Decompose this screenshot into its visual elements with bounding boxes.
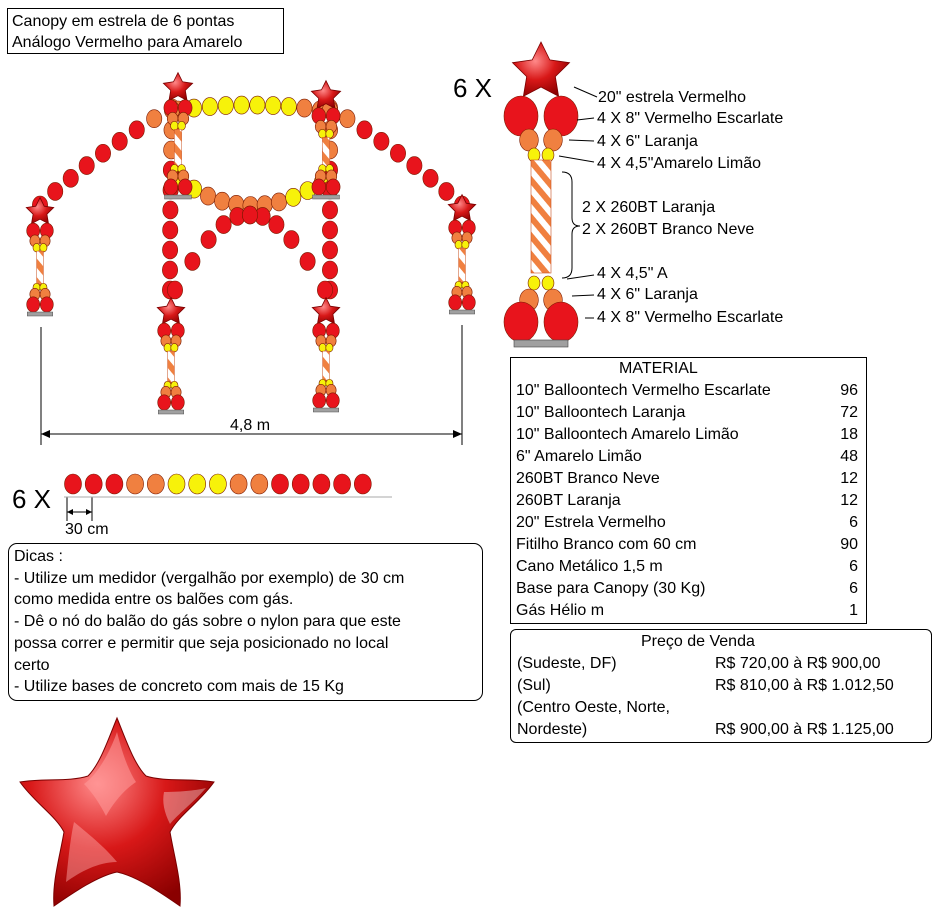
balloon [164,179,178,195]
price-range: R$ 720,00 à R$ 900,00 [715,655,881,672]
strand-balloon [200,187,215,205]
tip-line: - Dê o nó do balão do gás sobre o nylon para que este [14,613,401,631]
base [313,195,340,199]
strand-row-balloon [85,474,102,494]
column-multiplier: 6 X [453,73,493,103]
balloon [319,343,326,352]
strand-balloon [167,281,182,299]
spacing-label: 30 cm [65,521,109,538]
tips-title: Dicas : [14,548,63,565]
material-name: 10" Balloontech Amarelo Limão [516,426,739,443]
strand-balloon [234,96,249,114]
balloon [544,129,563,151]
price-title: Preço de Venda [641,633,755,650]
tip-line: - Utilize bases de concreto com mais de 15 Kg [14,678,344,696]
strand-row-balloon [209,474,226,494]
strand-balloon [439,182,454,200]
label-6in-bottom: 4 X 6" Laranja [597,286,698,303]
strand-balloon [185,252,200,270]
material-row [516,404,858,426]
base [514,340,568,347]
strand-balloon [269,216,284,234]
balloon [313,393,326,408]
strand-balloon [218,97,233,115]
strand-row-balloon [189,474,206,494]
price-region: Nordeste) [517,721,588,738]
strand-row-balloon [65,474,82,494]
strand-balloon [163,201,178,219]
tip-line: - Utilize um medidor (vergalhão por exemplo) de 30 cm [14,569,405,587]
material-name: 6" Amarelo Limão [516,448,642,465]
strand-row-balloon [106,474,123,494]
striped-pole [459,248,466,285]
balloon [40,297,53,312]
material-name: 10" Balloontech Laranja [516,404,686,421]
strand-row-balloon [334,474,351,494]
star-balloon-icon [14,712,220,912]
strand-balloon [112,132,127,150]
material-qty: 48 [840,448,858,465]
striped-pole [322,137,329,169]
balloon [462,240,469,249]
star-balloon [157,298,184,324]
label-260bt-orange: 2 X 260BT Laranja [582,199,716,216]
material-row [516,514,858,536]
label-4-5in-top: 4 X 4,5"Amarelo Limão [597,155,761,172]
material-name: Gás Hélio m [516,602,605,619]
balloon [326,343,333,352]
balloon [40,243,47,252]
strand-balloon [322,201,337,219]
strand-row-balloon [127,474,144,494]
strand-balloon [300,252,315,270]
label-260bt-white: 2 X 260BT Branco Neve [582,221,755,238]
material-qty: 96 [840,382,858,399]
material-qty: 6 [849,514,858,531]
price-box [510,629,932,743]
balloon [312,179,326,195]
strand-balloon [322,221,337,239]
star-balloon [163,73,192,101]
label-8in-top: 4 X 8" Vermelho Escarlate [597,110,784,127]
strand-balloon [340,110,355,128]
strand-balloon [423,169,438,187]
balloon [542,276,554,290]
balloon [528,276,540,290]
strand-balloon [281,98,296,116]
spacing-marker [64,497,392,521]
material-row [516,382,858,404]
balloon [326,179,340,195]
balloon [178,121,186,130]
strand-balloon [265,97,280,115]
balloon [171,121,179,130]
strand-balloon [286,188,301,206]
strand-row-balloon [354,474,371,494]
strand-row-balloon [251,474,268,494]
tips-box [8,543,483,701]
material-qty: 72 [840,404,858,421]
material-name: Base para Canopy (30 Kg) [516,580,706,597]
tip-line: certo [14,656,50,674]
strand-balloon [162,261,177,279]
strand-row-balloon [313,474,330,494]
strand-multiplier: 6 X [12,484,52,514]
title-line-2: Análogo Vermelho para Amarelo [12,34,243,51]
balloon [544,302,578,342]
base [158,410,184,414]
tip-line: como medida entre os balões com gás. [14,591,294,609]
striped-pole [323,351,330,383]
price-range: R$ 900,00 à R$ 1.125,00 [715,721,894,738]
canopy-balloons [26,42,578,494]
base [165,195,192,199]
material-row [516,558,858,580]
strand-balloon [95,144,110,162]
material-qty: 90 [840,536,858,553]
base [313,408,339,412]
strand-balloon [271,193,286,211]
material-qty: 6 [849,580,858,597]
balloon [326,393,339,408]
strand-balloon [322,261,337,279]
material-name: 20" Estrela Vermelho [516,514,666,531]
strand-row-balloon [230,474,247,494]
striped-pole [531,160,551,273]
strand-balloon [297,99,312,117]
width-label: 4,8 m [230,417,271,434]
strand-balloon [374,132,389,150]
strand-row-balloon [147,474,164,494]
strand-row-balloon [168,474,185,494]
material-qty: 1 [849,602,858,619]
strand-balloon [390,144,405,162]
material-row [516,448,858,470]
strand-balloon [216,216,231,234]
balloon [504,302,538,342]
material-qty: 18 [840,426,858,443]
price-range: R$ 810,00 à R$ 1.012,50 [715,677,894,694]
balloon [319,129,327,138]
material-row [516,426,858,448]
title-line-1: Canopy em estrela de 6 pontas [12,13,235,30]
balloon [27,297,40,312]
strand-balloon [357,121,372,139]
material-name: 260BT Laranja [516,492,621,509]
base [449,310,475,314]
material-name: 10" Balloontech Vermelho Escarlate [516,382,771,399]
strand-balloon [322,241,337,259]
star-balloon [26,198,53,224]
strand-balloon [242,206,257,224]
material-row [516,602,858,624]
balloon [455,240,462,249]
tip-line: possa correr e permitir que seja posicionado no local [14,634,389,652]
balloon [520,129,539,151]
label-8in-bottom: 4 X 8" Vermelho Escarlate [597,309,784,326]
material-qty: 12 [840,492,858,509]
material-qty: 12 [840,470,858,487]
material-name: 260BT Branco Neve [516,470,660,487]
strand-balloon [163,221,178,239]
balloon [462,295,475,310]
price-region: (Sudeste, DF) [517,655,617,672]
strand-balloon [202,98,217,116]
balloon [171,395,184,410]
strand-balloon [407,157,422,175]
strand-balloon [162,241,177,259]
balloon [326,129,334,138]
balloon [449,295,462,310]
label-star: 20" estrela Vermelho [598,89,746,106]
strand-balloon [147,110,162,128]
material-name: Cano Metálico 1,5 m [516,558,663,575]
material-row [516,580,858,602]
price-region: (Sul) [517,677,551,694]
strand-balloon [48,182,63,200]
star-balloon [513,42,570,96]
strand-balloon [284,231,299,249]
striped-pole [174,129,181,169]
balloon [178,179,192,195]
material-table [510,357,867,624]
striped-pole [168,351,175,385]
strand-balloon [129,121,144,139]
strand-balloon [63,169,78,187]
strand-balloon [79,157,94,175]
strand-balloon [201,231,216,249]
strand-row-balloon [272,474,289,494]
balloon [171,343,178,352]
balloon [33,243,40,252]
price-region: (Centro Oeste, Norte, [517,699,670,716]
label-4-5in-bottom: 4 X 4,5" A [597,265,668,282]
material-row [516,470,858,492]
strand-balloon [215,192,230,210]
label-6in-top: 4 X 6" Laranja [597,133,698,150]
strand-balloon [250,96,265,114]
balloon [158,395,171,410]
base [27,312,53,316]
striped-pole [37,251,44,287]
balloon [164,343,171,352]
material-qty: 6 [849,558,858,575]
strand-row-balloon [292,474,309,494]
material-title: MATERIAL [619,360,698,377]
strand-balloon [317,281,332,299]
material-name: Fitilho Branco com 60 cm [516,536,697,553]
star-balloon [448,195,475,221]
star-balloon [312,298,339,324]
material-row [516,536,858,558]
material-row [516,492,858,514]
